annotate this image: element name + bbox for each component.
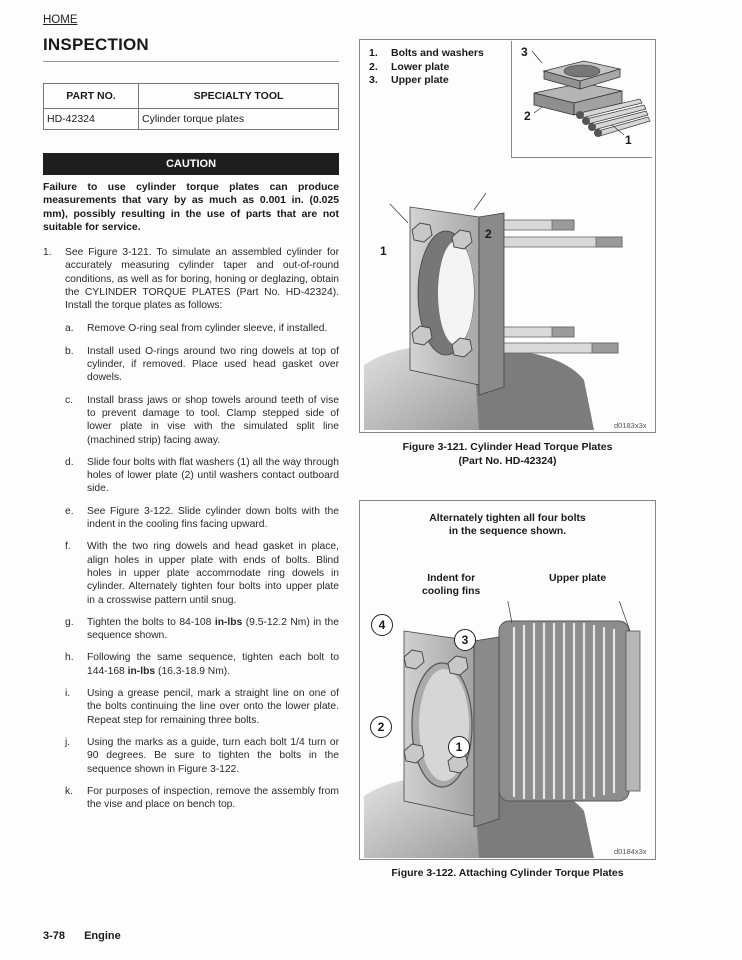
column-header-part-no: PART NO. <box>44 84 139 109</box>
legend-number: 3. <box>369 74 378 87</box>
substep-letter: k. <box>65 785 74 797</box>
table-row <box>44 109 339 130</box>
text-run: Following the same sequence, tighten each bolt to 144-168 <box>87 652 339 677</box>
substep-text: Remove O-ring seal from cylinder sleeve, if installed. <box>87 323 328 335</box>
step-number: 1. <box>43 247 52 258</box>
table-header-row <box>44 84 339 109</box>
substep-text <box>87 616 339 643</box>
substep-letter: b. <box>65 345 74 357</box>
text-run: (16.3-18.9 Nm). <box>155 665 231 677</box>
cylinder-head-torque-plate-icon <box>364 165 651 430</box>
legend-number: 1. <box>369 47 378 59</box>
substep-text: Using a grease pencil, mark a straight line on one of the bolts continuing the line over onto the lower plate. Repeat step for remaining three bolts. <box>87 688 339 726</box>
legend-label: Upper plate <box>391 74 449 87</box>
unit-bold: in-lbs <box>214 616 243 628</box>
note-line: in the sequence shown. <box>448 525 567 537</box>
page-footer <box>43 930 121 942</box>
substep-b <box>43 345 339 385</box>
legend-label: Bolts and washers <box>391 47 484 59</box>
substep-h <box>43 651 339 678</box>
substep-text: See Figure 3-122. Slide cylinder down bolts with the indent in the cooling fins facing upward. <box>87 505 339 531</box>
callout-1: 1 <box>625 133 632 147</box>
figure-3-121 <box>359 39 656 433</box>
label-upper-plate: Upper plate <box>549 573 607 584</box>
text-run: Tighten the bolts to 84-108 <box>87 616 215 628</box>
substep-a <box>43 322 339 335</box>
substep-text <box>87 651 339 678</box>
page-number: 3-78 <box>43 930 66 942</box>
home-link[interactable]: HOME <box>43 14 78 26</box>
photo-callout-1: 1 <box>380 244 387 258</box>
substep-f <box>43 540 339 606</box>
substep-letter: g. <box>65 616 74 628</box>
substep-letter: e. <box>65 505 74 517</box>
substep-g <box>43 616 339 643</box>
substep-k <box>43 785 339 812</box>
cell-tool-name: Cylinder torque plates <box>139 109 339 130</box>
torque-plate-photo <box>364 165 651 430</box>
caption-line: (Part No. HD-42324) <box>458 454 557 467</box>
substep-letter: d. <box>65 456 74 468</box>
callout-2: 2 <box>524 109 531 123</box>
sequence-callout-1: 1 <box>448 736 470 758</box>
tightening-note <box>360 513 655 538</box>
sequence-callout-3: 3 <box>454 629 476 651</box>
image-id: d0184x3x <box>614 847 647 856</box>
substep-letter: j. <box>65 736 71 748</box>
caution-text: Failure to use cylinder torque plates can produce measurements that vary by as much as 0.001 in. (0.025 mm), possibly resulting in the use of parts that are not suitable for service. <box>43 182 339 234</box>
figure-legend <box>369 47 484 88</box>
legend-item <box>369 47 484 61</box>
section-name: Engine <box>84 930 121 942</box>
legend-number: 2. <box>369 60 378 73</box>
substep-text: Using the marks as a guide, turn each bolt 1/4 turn or 90 degrees. Be sure to tighten the bolts in the sequence shown in Figure 3-122. <box>87 736 339 775</box>
substep-letter: f. <box>65 541 71 553</box>
exploded-parts-illustration <box>511 41 652 158</box>
procedure-steps <box>43 246 339 811</box>
text-run: (9.5-12.2 Nm) in the sequence shown. <box>87 616 339 642</box>
figure-3-122-caption: Figure 3-122. Attaching Cylinder Torque Plates <box>391 867 624 879</box>
label-line: cooling fins <box>422 585 481 597</box>
label-line: Indent for <box>427 573 476 584</box>
label-indent-cooling-fins <box>422 573 480 598</box>
page-title: INSPECTION <box>43 35 149 54</box>
substep-letter: c. <box>65 394 74 406</box>
cylinder-assembly-photo <box>364 601 651 858</box>
title-divider <box>43 61 339 62</box>
substep-text: For purposes of inspection, remove the assembly from the vise and place on bench top. <box>87 785 339 811</box>
substep-i <box>43 687 339 727</box>
substep-letter: h. <box>65 652 74 664</box>
substep-e <box>43 505 339 532</box>
substep-c <box>43 394 339 447</box>
figure-3-121-caption <box>359 441 656 468</box>
legend-label: Lower plate <box>391 60 450 73</box>
cylinder-with-torque-plates-icon <box>364 601 651 858</box>
legend-item <box>369 61 484 75</box>
photo-callout-2: 2 <box>485 227 492 241</box>
step-1 <box>43 246 339 312</box>
legend-item <box>369 74 484 88</box>
caption-line: Figure 3-121. Cylinder Head Torque Plates <box>402 441 613 453</box>
sequence-callout-2: 2 <box>370 716 392 738</box>
substep-text: With the two ring dowels and head gasket in place, align holes in upper plate with ends of bolts. Blind holes in upper plate accommodate ring dowels in cylinder. Alternately tighten four bolts into upper plate in a crosswise pattern until snug. <box>87 541 339 606</box>
substep-text: Install used O-rings around two ring dowels at top of cylinder, if removed. Place used head gasket over dowels. <box>87 345 339 384</box>
figure-3-122 <box>359 500 656 860</box>
substep-d <box>43 456 339 496</box>
note-line: Alternately tighten all four bolts <box>429 513 586 524</box>
step-text: See Figure 3-121. To simulate an assembled cylinder for accurately measuring cylinder taper and out-of-round conditions, as well as for boring, honing or deglazing, obtain the CYLINDER TORQUE PLATES (Part No. HD-42324). Install the torque plates as follows: <box>65 247 339 312</box>
specialty-tool-table <box>43 83 339 130</box>
unit-bold: in-lbs <box>127 665 156 677</box>
image-id: d0183x3x <box>614 421 647 430</box>
substep-text: Install brass jaws or shop towels around teeth of vise to prevent damage to tool. Clamp stepped side of lower plate in vise with the simulated split line (machined strip) facing away. <box>87 394 339 446</box>
cell-part-no: HD-42324 <box>44 109 139 130</box>
substep-text: Slide four bolts with flat washers (1) all the way through holes of lower plate (2) until washers contact outboard side. <box>87 456 339 495</box>
column-header-specialty-tool: SPECIALTY TOOL <box>139 84 339 109</box>
sequence-callout-4: 4 <box>371 614 393 636</box>
substep-letter: i. <box>65 688 71 700</box>
substep-letter: a. <box>65 323 74 335</box>
caution-banner: CAUTION <box>43 153 339 175</box>
substep-j <box>43 736 339 776</box>
callout-3: 3 <box>521 45 528 59</box>
